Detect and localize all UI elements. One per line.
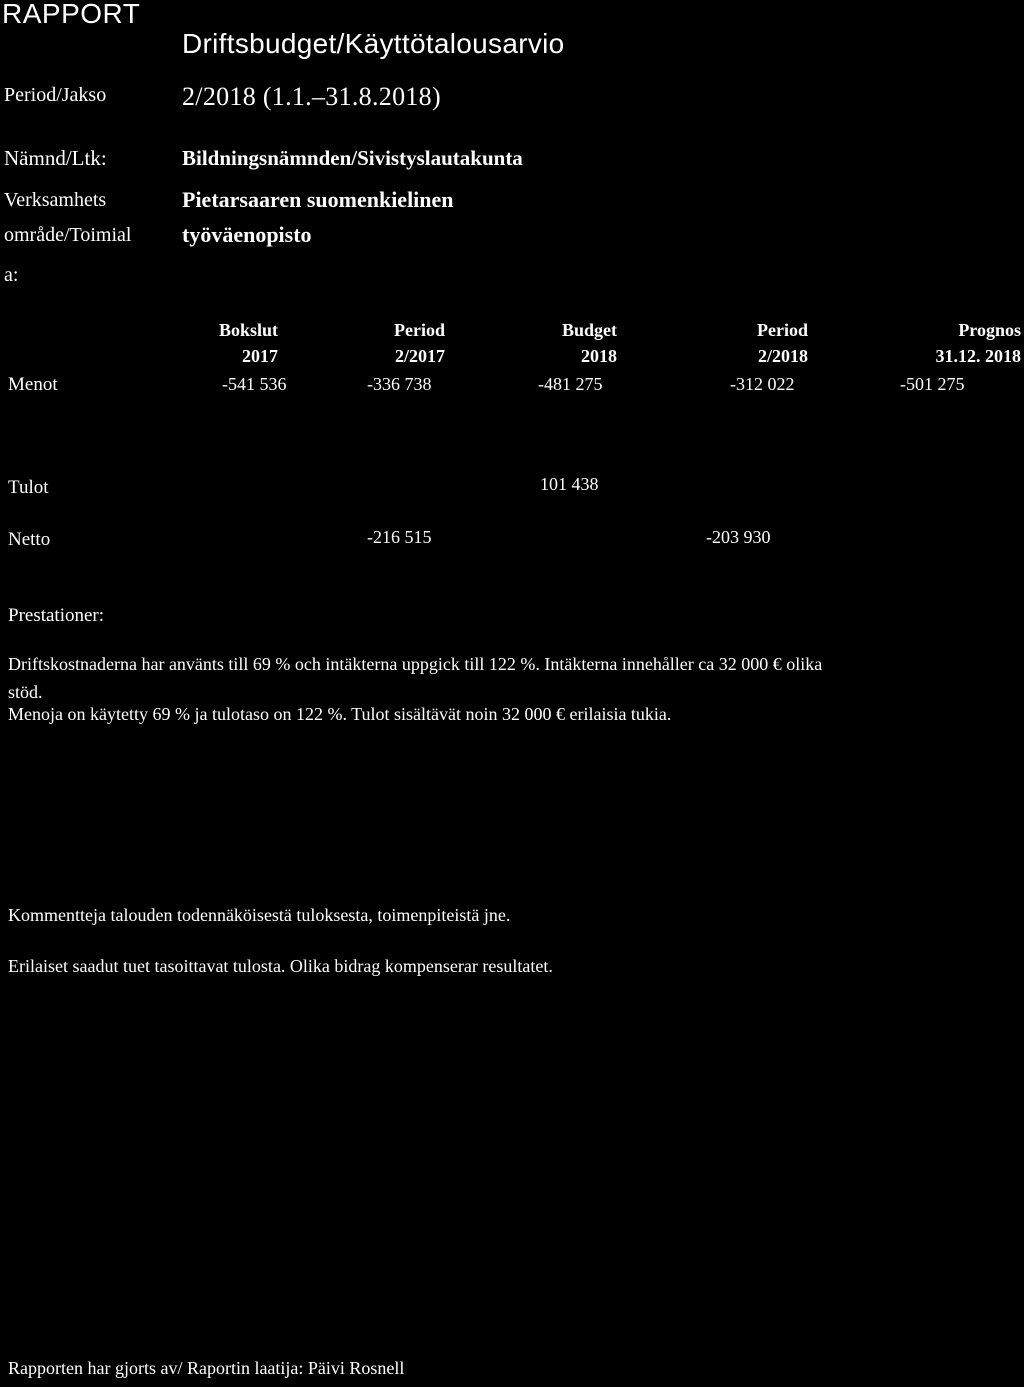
row-label-menot: Menot — [8, 374, 58, 395]
column-header-period-2018: Period — [757, 320, 808, 340]
table-cell: -481 275 — [538, 374, 603, 394]
table-cell: 101 438 — [540, 474, 599, 494]
column-header-period-2017-value: 2/2017 — [394, 346, 445, 366]
table-cell: -312 022 — [730, 374, 795, 394]
area-value-line-1: Pietarsaaren suomenkielinen — [182, 187, 454, 212]
area-value-line-2: työväenopisto — [182, 222, 312, 247]
area-label-line-2: område/Toimial — [4, 224, 132, 246]
table-cell: -336 738 — [367, 374, 432, 394]
table-cell: -501 275 — [900, 374, 965, 394]
comments-text: Erilaiset saadut tuet tasoittavat tulosta. Olika bidrag kompenserar resultatet. — [8, 956, 553, 976]
document-title: Driftsbudget/Käyttötalousarvio — [182, 28, 565, 59]
table-cell: -203 930 — [706, 527, 771, 547]
prestationer-line-fi: Menoja on käytetty 69 % ja tulotaso on 122 %. Tulot sisältävät noin 32 000 € erilaisia tukia. — [8, 704, 672, 724]
period-value: 2/2018 (1.1.–31.8.2018) — [182, 82, 441, 111]
period-label: Period/Jakso — [4, 84, 107, 106]
column-header-bokslut-year: 2017 — [242, 346, 278, 366]
committee-label: Nämnd/Ltk: — [4, 146, 107, 170]
table-cell: -216 515 — [367, 527, 432, 547]
area-label-line-1: Verksamhets — [4, 189, 107, 211]
column-header-prognos: Prognos — [958, 320, 1021, 340]
column-header-period-2017: Period — [394, 320, 445, 340]
committee-value: Bildningsnämnden/Sivistyslautakunta — [182, 146, 523, 170]
table-cell: -541 536 — [222, 374, 287, 394]
column-header-budget-2018: Budget — [561, 320, 617, 340]
report-title: RAPPORT — [2, 0, 141, 29]
row-label-netto: Netto — [8, 529, 51, 550]
report-author: Rapporten har gjorts av/ Raportin laatija: Päivi Rosnell — [8, 1358, 405, 1378]
prestationer-line-sv: Driftskostnaderna har använts till 69 % och intäkterna uppgick till 122 %. Intäkterna innehåller ca 32 000 € olika — [8, 654, 823, 674]
prestationer-label: Prestationer: — [8, 605, 105, 626]
area-label-line-3: a: — [4, 264, 19, 286]
column-header-period-2018-value: 2/2018 — [757, 346, 808, 366]
column-header-bokslut-2017: Bokslut — [218, 320, 278, 340]
comments-heading: Kommentteja talouden todennäköisestä tuloksesta, toimenpiteistä jne. — [8, 905, 511, 925]
row-label-tulot: Tulot — [8, 477, 49, 498]
column-header-prognos-date: 31.12. 2018 — [935, 346, 1021, 366]
column-header-budget-year: 2018 — [581, 346, 617, 366]
prestationer-line-sv-cont: stöd. — [8, 682, 43, 702]
